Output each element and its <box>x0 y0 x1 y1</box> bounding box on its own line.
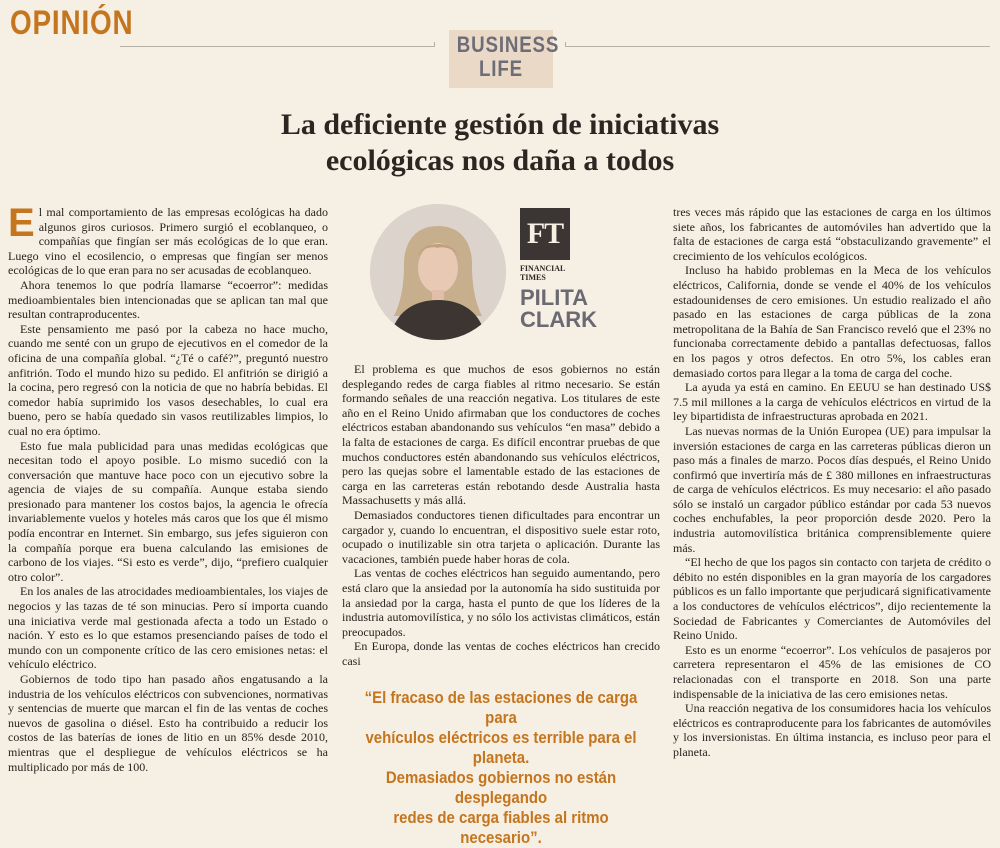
pull-quote-line: “El fracaso de las estaciones de carga para <box>364 688 638 727</box>
business-life-logo <box>449 30 560 88</box>
article-column-1 <box>8 201 328 774</box>
pull-quote-line: Demasiados gobiernos no están desplegando <box>385 768 617 807</box>
paragraph: Esto fue mala publicidad para unas medidas ecológicas que necesitan todo el apoyo posible. Lo mismo sucedió con la conversación que mantuve hace poco con un ejecutivo sobre la agencia de viajes de su compañía. Aunque estaba siendo presionado para mantener los costos bajos, la agencia le ofrecía invariablemente vuelos y hoteles más caros que los que él mismo podía encontrar en Internet. Sin embargo, sus jefes siguieron con la compañía porque era buena calculando las emisiones de carbono de los viajes. “Si esto es verde”, dijo, “prefiero cualquier otro color”. <box>8 438 328 584</box>
author-name <box>520 287 660 331</box>
paragraph: Ahora tenemos lo que podría llamarse “ecoerror”: medidas medioambientales bien intencionadas que se aplican tan mal que resultan contraproducentes. <box>8 277 328 322</box>
article-column-3 <box>673 205 991 760</box>
headline-line-1: La deficiente gestión de iniciativas <box>280 108 720 141</box>
paragraph: El problema es que muchos de esos gobiernos no están desplegando redes de carga fiables al ritmo necesario. Se están formando señales de una reacción negativa. Los titulares de este año en el Reino Unido afirmaban que los conductores de coches eléctricos estaban abandonando sus vehículos “en masa” debido a la falta de estaciones de carga. Es difícil encontrar pruebas de que muchos conductores estén abandonando sus vehículos eléctricos, pero las quejas sobre el lamentable estado de las estaciones de carga en las carreteras están rebotando desde Australia hasta Massachusetts y más allá. <box>342 362 660 508</box>
headline-line-2: ecológicas nos daña a todos <box>325 144 675 177</box>
header-rule-right <box>565 46 990 47</box>
article-column-2 <box>342 362 660 668</box>
author-portrait <box>370 204 506 340</box>
header-rule-left <box>120 46 435 47</box>
brand-line-1: BUSINESS <box>456 32 560 57</box>
author-portrait-illustration <box>370 204 506 340</box>
paragraph: En los anales de las atrocidades medioambientales, los viajes de negocios y las tazas de té son minucias. Pero sí importa cuando una iniciativa verde mal gestionada afecta a todo un Estado o nación. Y esto es lo que estamos presenciando países de todo el mundo con un componente crítico de las cero emisiones netas: el vehículo eléctrico. <box>8 584 328 672</box>
paragraph: Incluso ha habido problemas en la Meca de los vehículos eléctricos, California, donde se vende el 40% de los vehículos estadounidenses de cero emisiones. Un estudio realizado el año pasado en las estaciones de carga públicas de la zona metropolitana de la Bahía de San Francisco reveló que el 23% no funcionaba correctamente debido a pantallas defectuosas, fallos en los pagos y otros defectos. En otro 5%, los cables eran demasiado cortos para llegar a la toma de carga del coche. <box>673 263 991 380</box>
paragraph: Demasiados conductores tienen dificultades para encontrar un cargador y, cuando lo encuentran, el dispositivo suele estar roto, ocupado o inutilizable sin otra tarjeta o aplicación. Durante las vacaciones, también puede haber horas de cola. <box>342 507 660 566</box>
paragraph: Esto es un enorme “ecoerror”. Los vehículos de pasajeros por carretera representaron el 45% de las emisiones de CO relacionadas con el transporte en 2018. Son una parte indispensable de la iniciativa de las cero emisiones netas. <box>673 642 991 701</box>
ft-logo: FT <box>520 208 570 260</box>
ft-name: FINANCIAL TIMES <box>520 264 565 282</box>
paragraph: tres veces más rápido que las estaciones de carga en los últimos siete años, los fabricantes de automóviles han advertido que la falta de estaciones de carga está “obstaculizando gravemente” el crecimiento de los vehículos ecológicos. <box>673 205 991 263</box>
paragraph: Gobiernos de todo tipo han pasado años engatusando a la industria de los vehículos eléctricos con subvenciones, normativas y sentencias de muerte que marcan el fin de las ventas de coches nuevos de gasolina o diésel. Esto ha contribuido a reducir los costos de las baterías de iones de litio en un 85% desde 2010, mientras que el despliegue de vehículos eléctricos se ha multiplicado por más de 100. <box>8 672 328 774</box>
paragraph: La ayuda ya está en camino. En EEUU se han destinado US$ 7.5 mil millones a la carga de vehículos eléctricos en virtud de la ley bipartidista de infraestructuras aprobada en 2021. <box>673 380 991 424</box>
paragraph: Este pensamiento me pasó por la cabeza no hace mucho, cuando me senté con un grupo de ejecutivos en el comedor de la oficina de una compañía global. “¿Té o café?”, preguntó nuestro anfitrión. Todo el mundo hizo su pedido. El anfitrión se dirigió a la cocina, pero regresó con la noticia de que no habría bebidas. El comedor había suprimido los vasos desechables, lo cual era bueno, pero se había quedado sin vasos reutilizables limpios, lo cual no era óptimo. <box>8 321 328 438</box>
brand-line-2: LIFE <box>479 56 523 81</box>
headline <box>150 107 850 179</box>
author-last-name: CLARK <box>520 307 597 332</box>
author-first-name: PILITA <box>520 285 589 310</box>
paragraph: Una reacción negativa de los consumidores hacia los vehículos eléctricos es contraproducente para los fabricantes de automóviles y los inversionistas. En última instancia, es incluso peor para el planeta. <box>673 701 991 759</box>
paragraph: Las ventas de coches eléctricos han seguido aumentando, pero está claro que la ansiedad por la autonomía ha sido sustituida por la ansiedad por la carga, hasta el punto de que los líderes de la industria automovilística, y no sólo los activistas climáticos, están preocupados. <box>342 566 660 639</box>
paragraph: Las nuevas normas de la Unión Europea (UE) para impulsar la inversión estaciones de carga en las carreteras públicas dieron un paso más a finales de marzo. Pocos días después, el Reino Unido confirmó que invertiría más de £ 380 millones en infraestructuras de carga de vehículos eléctricos. Es muy necesario: el año pasado sólo se instaló un cargador público estándar por cada 53 nuevos coches enchufables, la peor proporción desde 2020. Pero la industria automovilística británica comprensiblemente quiere más. <box>673 423 991 555</box>
paragraph: En Europa, donde las ventas de coches eléctricos han crecido casi <box>342 639 660 668</box>
paragraph: “El hecho de que los pagos sin contacto con tarjeta de crédito o débito no estén disponibles en la gran mayoría de los cargadores públicos es un fallo importante que perjudicará significativamente a los conductores de vehículos eléctricos”, dijo recientemente la Sociedad de Fabricantes y Comerciantes de Automóviles del Reino Unido. <box>673 555 991 643</box>
pull-quote <box>336 688 666 848</box>
paragraph: El mal comportamiento de las empresas ecológicas ha dado algunos giros curiosos. Primero surgió el ecoblanqueo, o compañías que fingían ser más ecológicas de lo que eran. Luego vino el ecosilencio, o empresas que fingían ser menos ecológicas de lo que eran para no ser acusadas de ecoblanqueo. <box>8 201 328 278</box>
pull-quote-line: vehículos eléctricos es terrible para el planeta. <box>365 728 637 767</box>
section-label: OPINIÓN <box>10 4 134 42</box>
pull-quote-line: redes de carga fiables al ritmo necesario”. <box>393 808 609 847</box>
drop-cap: E <box>8 201 35 245</box>
